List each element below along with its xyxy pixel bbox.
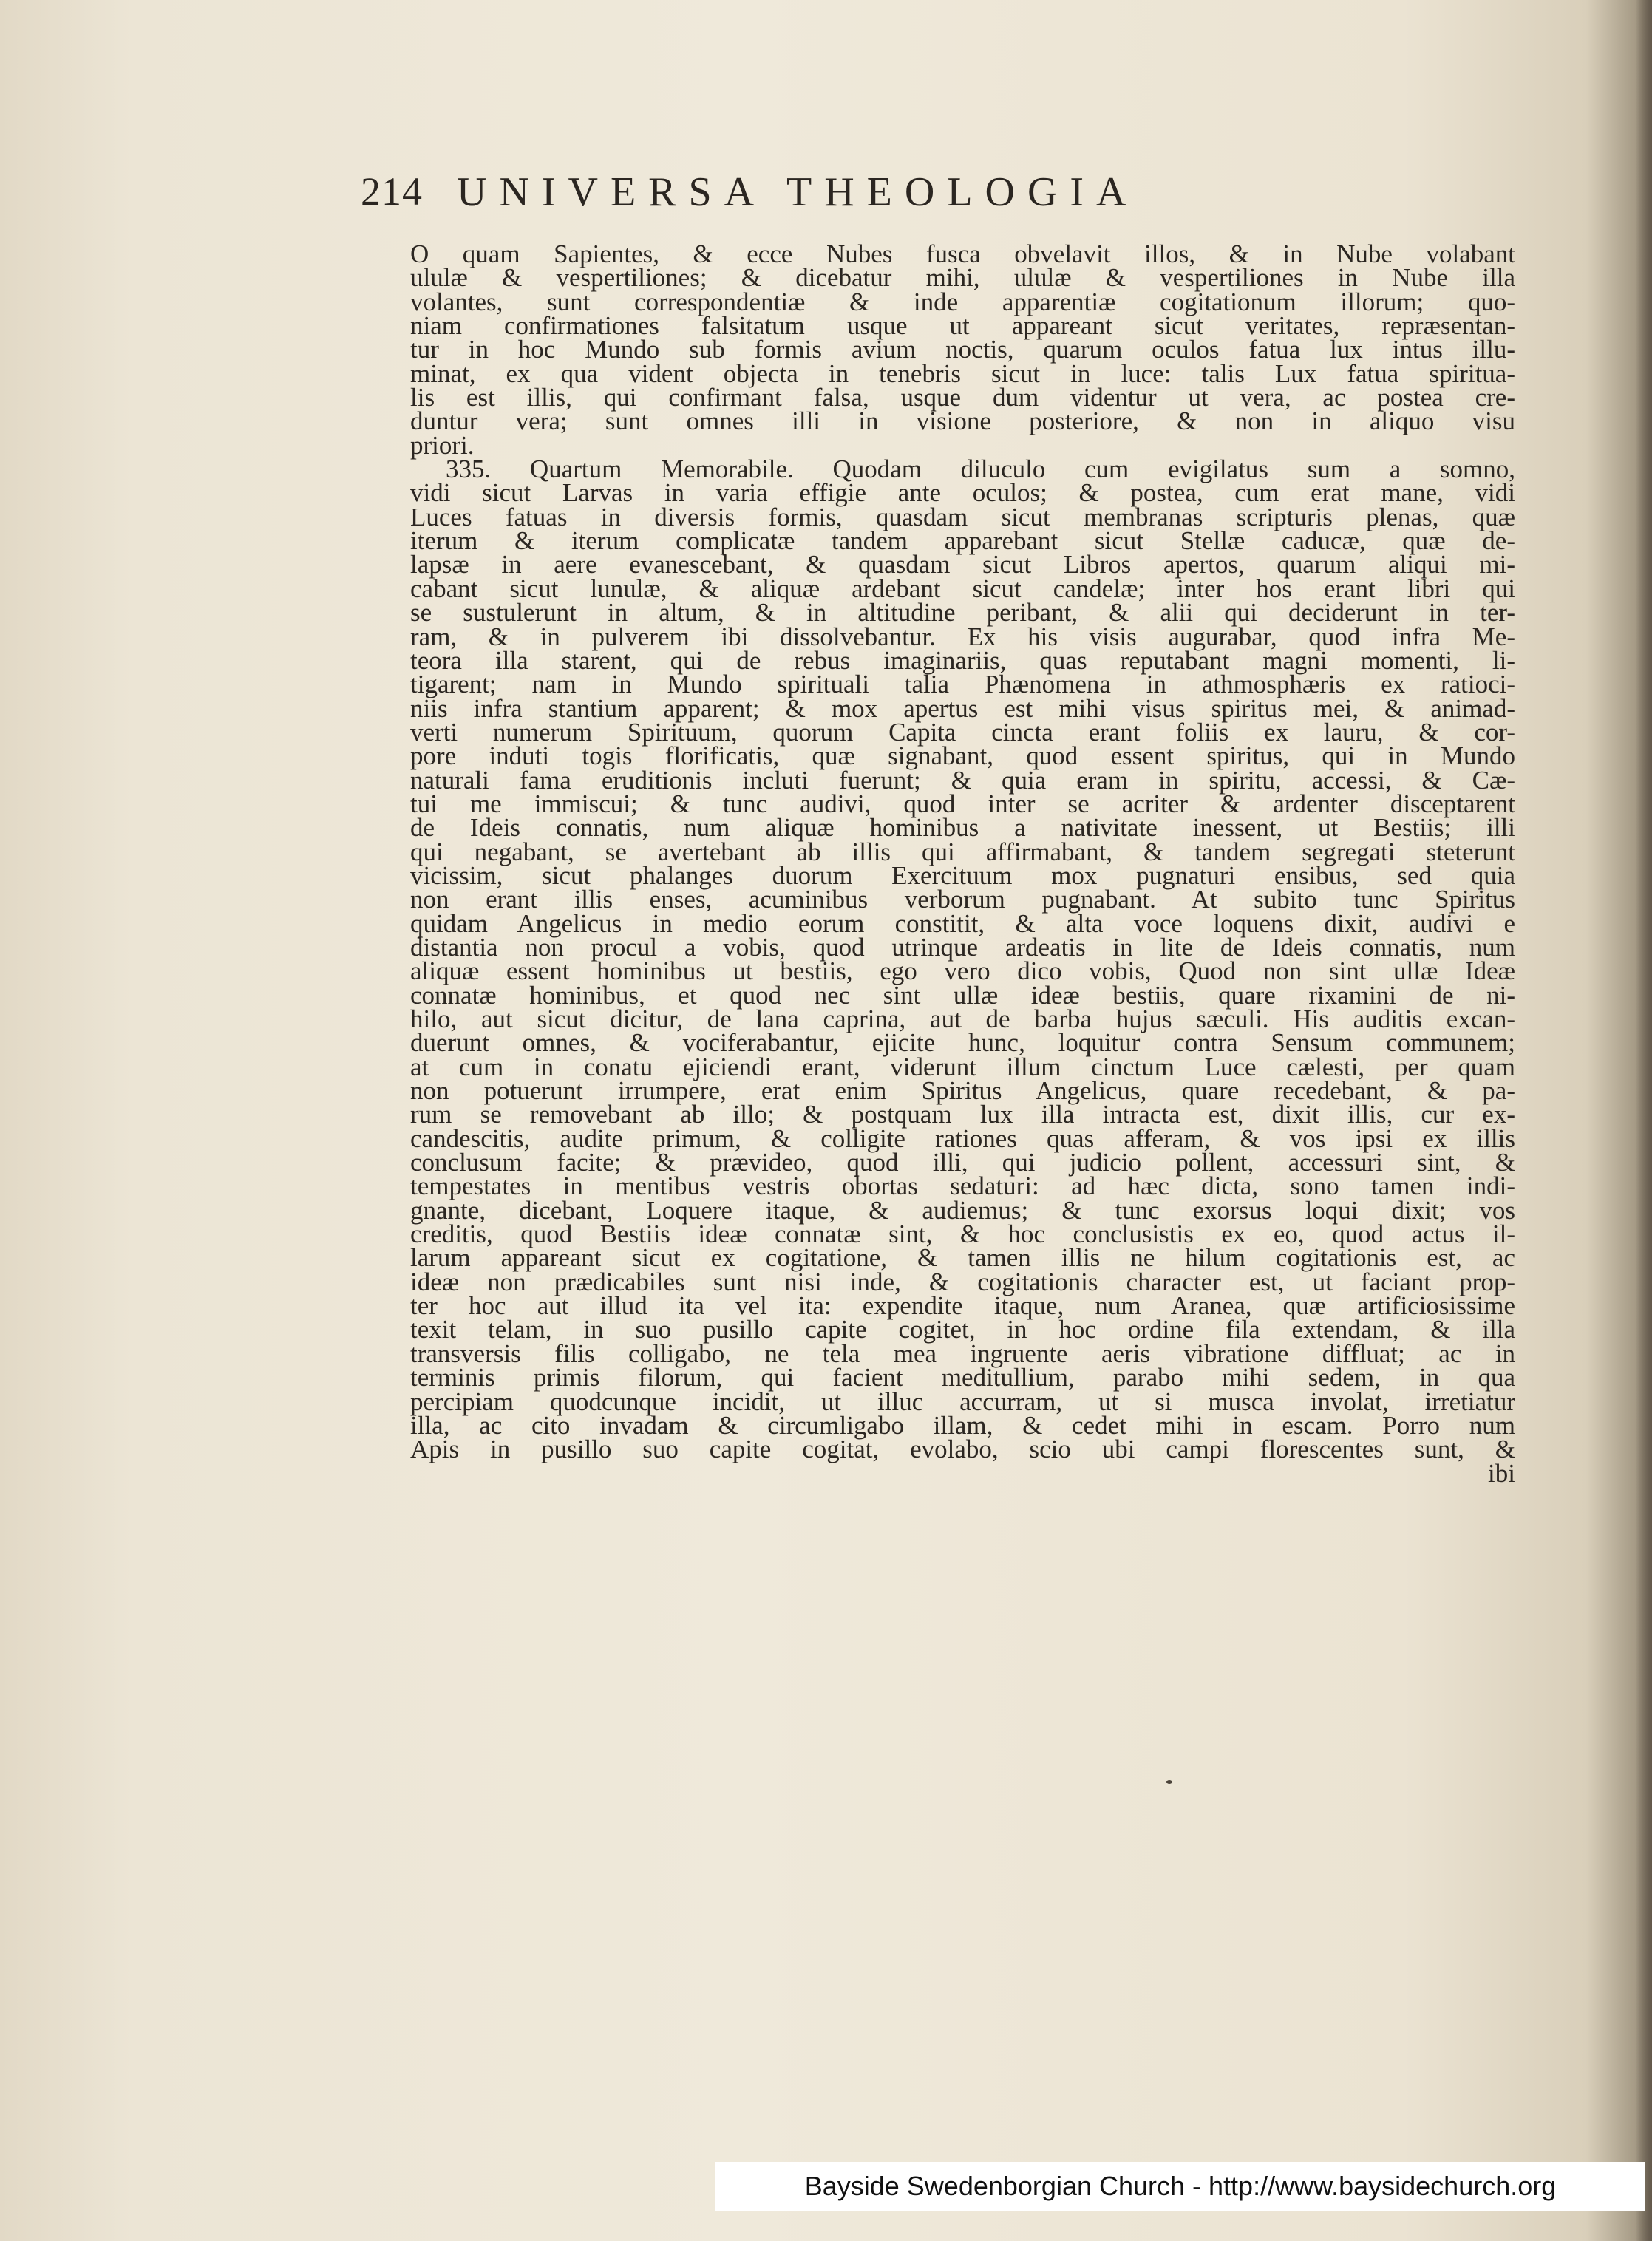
text-line: connatæ hominibus, et quod nec sint ullæ ideæ bestiis, quare rixamini de ni-: [410, 980, 1515, 1010]
text-line: vidi sicut Larvas in varia effigie ante oculos; & postea, cum erat mane, vidi: [410, 478, 1515, 508]
text-line: percipiam quodcunque incidit, ut illuc accurram, ut si musca involat, irretiatur: [410, 1387, 1515, 1416]
page-number: 214: [361, 169, 423, 214]
text-line: se sustulerunt in altum, & in altitudine peribant, & alii qui deciderunt in ter-: [410, 598, 1515, 628]
text-line: qui negabant, se avertebant ab illis qui affirmabant, & tandem segregati steterunt: [410, 837, 1515, 866]
text-line: gnante, dicebant, Loquere itaque, & audiemus; & tunc exorsus loqui dixit; vos: [410, 1195, 1515, 1225]
text-line: conclusum facite; & prævideo, quod illi, qui judicio pollent, accessuri sint, &: [410, 1148, 1515, 1177]
text-line: vicissim, sicut phalanges duorum Exercituum mox pugnaturi ensibus, sed quia: [410, 860, 1515, 890]
text-line: naturali fama eruditionis incluti fuerunt; & quia eram in spiritu, accessi, & Cæ-: [410, 765, 1515, 795]
text-line: at cum in conatu ejiciendi erant, viderunt illum cinctum Luce cælesti, per quam: [410, 1052, 1515, 1081]
text-line: O quam Sapientes, & ecce Nubes fusca obvelavit illos, & in Nube volabant: [410, 239, 1515, 268]
text-line: tui me immiscui; & tunc audivi, quod inter se acriter & ardenter disceptarent: [410, 789, 1515, 818]
text-line: ter hoc aut illud ita vel ita: expendite itaque, num Aranea, quæ artificiosissime: [410, 1291, 1515, 1321]
text-line: teora illa starent, qui de rebus imaginariis, quas reputabant magni momenti, li-: [410, 645, 1515, 675]
text-line: texit telam, in suo pusillo capite cogitet, in hoc ordine fila extendam, & illa: [410, 1315, 1515, 1344]
text-line: niam confirmationes falsitatum usque ut appareant sicut veritates, repræsentan-: [410, 311, 1515, 341]
text-line: candescitis, audite primum, & colligite rationes quas afferam, & vos ipsi ex illis: [410, 1123, 1515, 1153]
text-line: tur in hoc Mundo sub formis avium noctis, quarum oculos fatua lux intus illu-: [410, 335, 1515, 364]
text-line: tigarent; nam in Mundo spirituali talia Phænomena in athmosphæris ex ratioci-: [410, 670, 1515, 699]
text-line: aliquæ essent hominibus ut bestiis, ego vero dico vobis, Quod non sint ullæ Ideæ: [410, 956, 1515, 986]
text-line: distantia non procul a vobis, quod utrinque ardeatis in lite de Ideis connatis, num: [410, 932, 1515, 962]
text-line: larum appareant sicut ex cogitatione, & tamen illis ne hilum cogitationis est, ac: [410, 1243, 1515, 1273]
text-line: iterum & iterum complicatæ tandem apparebant sicut Stellæ caducæ, quæ de-: [410, 526, 1515, 556]
text-line: tempestates in mentibus vestris obortas sedaturi: ad hæc dicta, sono tamen indi-: [410, 1171, 1515, 1201]
credit-banner: Bayside Swedenborgian Church - http://www.baysidechurch.org: [715, 2162, 1645, 2211]
text-line: de Ideis connatis, num aliquæ hominibus a nativitate inessent, ut Bestiis; illi: [410, 813, 1515, 843]
page-edge-shadow: [1636, 0, 1652, 2241]
page-header: [361, 169, 1396, 220]
catchword-line: ibi: [1488, 1458, 1515, 1488]
text-line: creditis, quod Bestiis ideæ connatæ sint, & hoc conclusistis ex eo, quod actus il-: [410, 1220, 1515, 1249]
text-line: non potuerunt irrumpere, erat enim Spiritus Angelicus, quare recedebant, & pa-: [410, 1076, 1515, 1106]
text-line: minat, ex qua vident objecta in tenebris sicut in luce: talis Lux fatua spiritua-: [410, 358, 1515, 388]
text-line: non erant illis enses, acuminibus verborum pugnabant. At subito tunc Spiritus: [410, 885, 1515, 914]
text-line: lapsæ in aere evanescebant, & quasdam sicut Libros apertos, quarum aliqui mi-: [410, 550, 1515, 579]
text-line: quidam Angelicus in medio eorum constitit, & alta voce loquens dixit, audivi e: [410, 908, 1515, 938]
text-line: Luces fatuas in diversis formis, quasdam sicut membranas scripturis plenas, quæ: [410, 502, 1515, 531]
text-line: lis est illis, qui confirmant falsa, usque dum videntur ut vera, ac postea cre-: [410, 383, 1515, 412]
text-line: ideæ non prædicabiles sunt nisi inde, & cogitationis character est, ut faciant prop-: [410, 1267, 1515, 1296]
text-line: duntur vera; sunt omnes illi in visione posteriore, & non in aliquo visu: [410, 407, 1515, 436]
text-line: pore induti togis florificatis, quæ signabant, quod essent spiritus, qui in Mundo: [410, 741, 1515, 771]
text-line: illa, ac cito invadam & circumligabo illam, & cedet mihi in escam. Porro num: [410, 1410, 1515, 1440]
text-line: ram, & in pulverem ibi dissolvebantur. Ex his visis augurabar, quod infra Me-: [410, 622, 1515, 651]
text-line: hilo, aut sicut dicitur, de lana caprina, aut de barba hujus sæculi. His auditis excan-: [410, 1004, 1515, 1033]
text-line: rum se removebant ab illo; & postquam lux illa intracta est, dixit illis, cur ex-: [410, 1100, 1515, 1129]
text-line: duerunt omnes, & vociferabantur, ejicite hunc, loquitur contra Sensum communem;: [410, 1028, 1515, 1058]
text-line: volantes, sunt correspondentiæ & inde apparentiæ cogitationum illorum; quo-: [410, 287, 1515, 316]
text-line: priori.: [410, 430, 475, 460]
paragraph-start-line: 335. Quartum Memorabile. Quodam diluculo cum evigilatus sum a somno,: [446, 455, 1515, 484]
text-line: cabant sicut lunulæ, & aliquæ ardebant sicut candelæ; inter hos erant libri qui: [410, 574, 1515, 603]
text-line: terminis primis filorum, qui facient meditullium, parabo mihi sedem, in qua: [410, 1363, 1515, 1392]
paper-speck: [1166, 1780, 1172, 1784]
body-text: [410, 239, 1515, 1488]
text-line: ululæ & vespertiliones; & dicebatur mihi, ululæ & vespertiliones in Nube illa: [410, 263, 1515, 293]
text-line: niis infra stantium apparent; & mox apertus est mihi visus spiritus mei, & animad-: [410, 693, 1515, 723]
text-line: transversis filis colligabo, ne tela mea ingruente aeris vibratione diffluat; ac in: [410, 1339, 1515, 1368]
running-title: UNIVERSA THEOLOGIA: [457, 169, 1139, 215]
text-line: Apis in pusillo suo capite cogitat, evolabo, scio ubi campi florescentes sunt, &: [410, 1435, 1515, 1464]
text-line: verti numerum Spirituum, quorum Capita cincta erant foliis ex lauru, & cor-: [410, 717, 1515, 747]
